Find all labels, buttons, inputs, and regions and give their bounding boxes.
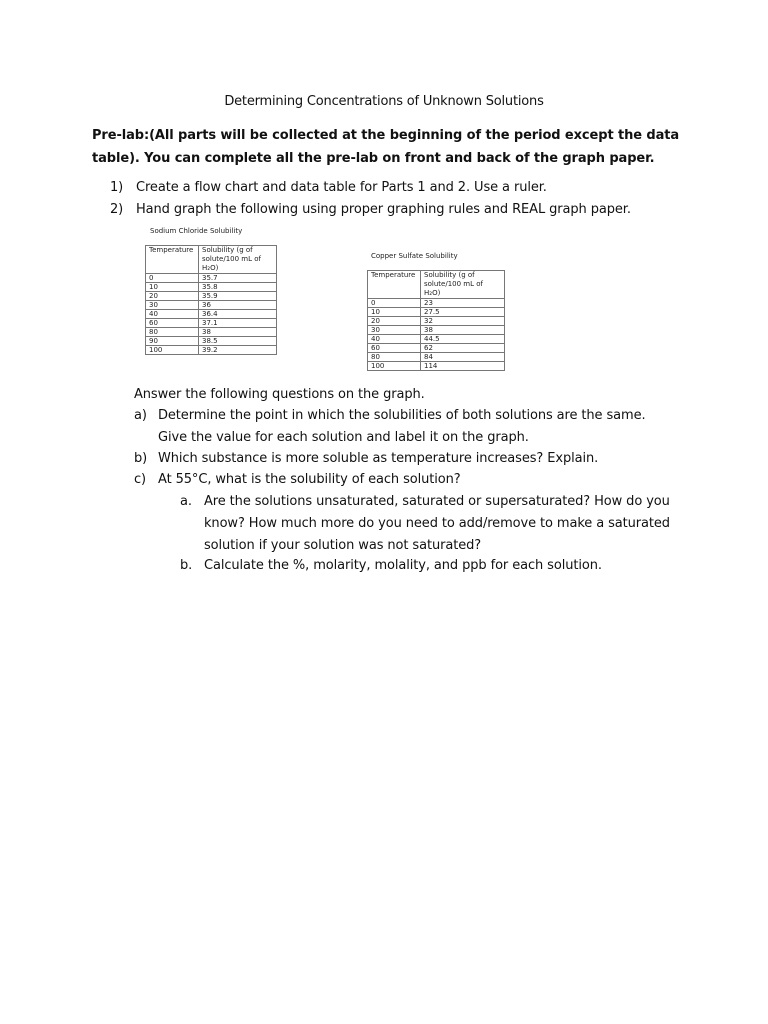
- table-header-row: [146, 246, 277, 274]
- table-row: [368, 353, 505, 362]
- temperature-cell: 0: [368, 299, 421, 308]
- table-row: [146, 319, 277, 328]
- temperature-cell: 30: [368, 326, 421, 335]
- step-1: [110, 177, 547, 199]
- subquestion-a-line3: solution if your solution was not saturated?: [204, 538, 482, 553]
- solubility-cell: 27.5: [421, 308, 505, 317]
- table-row: [146, 283, 277, 292]
- table-header-row: [368, 271, 505, 299]
- temperature-cell: 20: [146, 292, 199, 301]
- cuso4-table-caption: Copper Sulfate Solubility: [371, 252, 458, 260]
- step-text: Hand graph the following using proper graphing rules and REAL graph paper.: [136, 202, 631, 217]
- table-row: [146, 337, 277, 346]
- question-text: Determine the point in which the solubilities of both solutions are the same.: [158, 408, 646, 423]
- question-label: b): [134, 451, 148, 466]
- solubility-cell: 38: [199, 328, 277, 337]
- table-row: [368, 362, 505, 371]
- table-row: [368, 317, 505, 326]
- question-label: a): [134, 408, 147, 423]
- solubility-cell: 35.7: [199, 274, 277, 283]
- temperature-cell: 40: [146, 310, 199, 319]
- table-row: [368, 326, 505, 335]
- subquestion-b: [180, 555, 602, 577]
- question-a-continued: Give the value for each solution and label it on the graph.: [158, 430, 529, 445]
- temperature-cell: 20: [368, 317, 421, 326]
- temperature-cell: 90: [146, 337, 199, 346]
- table-row: [368, 344, 505, 353]
- solubility-cell: 32: [421, 317, 505, 326]
- question-label: c): [134, 472, 147, 487]
- table-row: [146, 346, 277, 355]
- temperature-cell: 40: [368, 335, 421, 344]
- solubility-cell: 38.5: [199, 337, 277, 346]
- solubility-cell: 35.9: [199, 292, 277, 301]
- nacl-table-caption: Sodium Chloride Solubility: [150, 227, 243, 235]
- subquestion-text: Are the solutions unsaturated, saturated or supersaturated? How do you: [204, 494, 670, 509]
- subquestion-a: [180, 491, 670, 513]
- solubility-cell: 38: [421, 326, 505, 335]
- document-title: Determining Concentrations of Unknown Solutions: [224, 94, 544, 109]
- question-text: Which substance is more soluble as temperature increases? Explain.: [158, 451, 599, 466]
- subquestion-label: b.: [180, 558, 193, 573]
- solubility-cell: 84: [421, 353, 505, 362]
- temperature-cell: 60: [146, 319, 199, 328]
- table-row: [146, 328, 277, 337]
- temperature-cell: 0: [146, 274, 199, 283]
- step-number: 2): [110, 202, 124, 217]
- answer-intro: Answer the following questions on the graph.: [134, 387, 425, 402]
- temperature-cell: 100: [146, 346, 199, 355]
- temperature-header: Temperature: [368, 271, 421, 299]
- temperature-cell: 10: [146, 283, 199, 292]
- solubility-cell: 35.8: [199, 283, 277, 292]
- solubility-cell: 62: [421, 344, 505, 353]
- question-c: [134, 469, 461, 490]
- step-text: Create a flow chart and data table for Parts 1 and 2. Use a ruler.: [136, 180, 547, 195]
- temperature-cell: 60: [368, 344, 421, 353]
- solubility-cell: 36.4: [199, 310, 277, 319]
- step-2: [110, 199, 631, 221]
- solubility-cell: 23: [421, 299, 505, 308]
- solubility-cell: 36: [199, 301, 277, 310]
- temperature-cell: 10: [368, 308, 421, 317]
- temperature-cell: 100: [368, 362, 421, 371]
- prelab-instructions: Pre-lab:(All parts will be collected at the beginning of the period except the data table). You can complete all the pre-lab on front and back of the graph paper.: [92, 128, 680, 166]
- question-a: [134, 405, 646, 426]
- table-row: [146, 292, 277, 301]
- table-row: [146, 310, 277, 319]
- subquestion-label: a.: [180, 494, 192, 509]
- solubility-cell: 37.1: [199, 319, 277, 328]
- subquestion-text: Calculate the %, molarity, molality, and ppb for each solution.: [204, 558, 602, 573]
- solubility-cell: 39.2: [199, 346, 277, 355]
- solubility-header: Solubility (g of solute/100 mL of H₂O): [421, 271, 505, 299]
- temperature-header: Temperature: [146, 246, 199, 274]
- solubility-cell: 114: [421, 362, 505, 371]
- solubility-cell: 44.5: [421, 335, 505, 344]
- temperature-cell: 80: [368, 353, 421, 362]
- table-row: [146, 301, 277, 310]
- table-row: [368, 299, 505, 308]
- table-row: [146, 274, 277, 283]
- temperature-cell: 80: [146, 328, 199, 337]
- nacl-solubility-table: [145, 245, 277, 355]
- cuso4-solubility-table: [367, 270, 505, 371]
- solubility-header: Solubility (g of solute/100 mL of H₂O): [199, 246, 277, 274]
- step-number: 1): [110, 180, 124, 195]
- temperature-cell: 30: [146, 301, 199, 310]
- question-text: At 55°C, what is the solubility of each solution?: [158, 472, 461, 487]
- question-b: [134, 448, 598, 469]
- table-row: [368, 308, 505, 317]
- subquestion-a-line2: know? How much more do you need to add/remove to make a saturated: [204, 516, 670, 531]
- table-row: [368, 335, 505, 344]
